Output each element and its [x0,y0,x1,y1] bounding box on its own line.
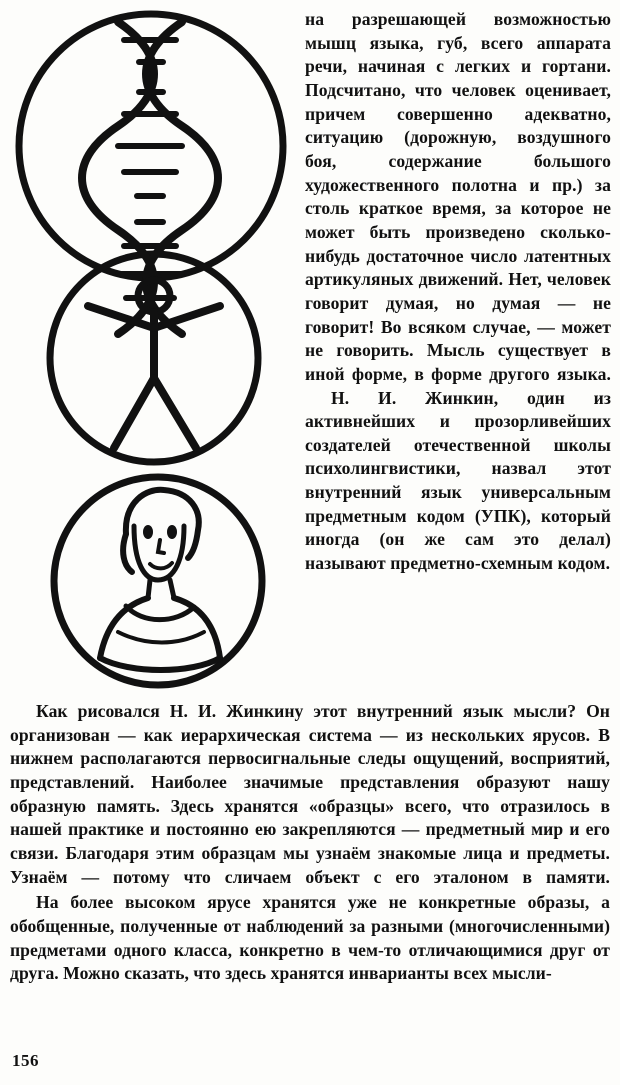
three-circles-illustration-svg [6,6,296,696]
right-text-column [305,8,611,696]
paragraph-inner-language: Как рисовался Н. И. Жинкину этот внутренний язык мысли? Он организован — как иерархическая система — из нескольких ярусов. В нижнем располагаются первосигнальные следы ощущений, восприятий, представлений. Наиболее значимые представления образуют нашу образную память. Здесь хранятся «образцы» всего, что отразилось в нашей практике и постоянно ею закрепляются — предметный мир и его связи. Благодаря этим образцам мы узнаём знакомые лица и предметы. Узнаём — потому что сличаем объект с его эталоном в памяти. [10,701,610,887]
dna-helix-icon [82,22,218,334]
page-number: 156 [12,1051,39,1070]
body-text-section [10,700,610,986]
paragraph-higher-tier: На более высоком ярусе хранятся уже не конкретные образы, а обобщенные, полученные от наблюдений за разными (многочисленными) предметами одного класса, конкретно в чем-то отличающимися друг от друга. Можно сказать, что здесь хранятся инварианты всех мысли- [10,892,610,984]
figure-illustration [6,6,296,696]
paragraph-continuation: на разрешающей возможностью мышц языка, губ, всего аппарата речи, начиная с легких и гортани. Подсчитано, что человек оценивает, причем совершенно адекватно, ситуацию (дорожную, воздушного боя, содержание большого художественного полотна и пр.) за столь краткое время, за которое не может быть произведено сколько-нибудь достаточное число латентных артикуляных движений. Нет, человек говорит думая, но думая — не говорит! Во всяком случае, — может не говорить. Мысль существует в иной форме, в форме другого языка. [305,9,611,384]
woman-portrait-icon [100,490,220,670]
paragraph-zhinkin-code: Н. И. Жинкин, один из активнейших и прозорливейших создателей отечественной школы психолингвистики, назвал этот внутренний язык универсальным предметным кодом (УПК), который иногда (он же сам это делал) называют предметно-схемным кодом. [305,387,611,574]
